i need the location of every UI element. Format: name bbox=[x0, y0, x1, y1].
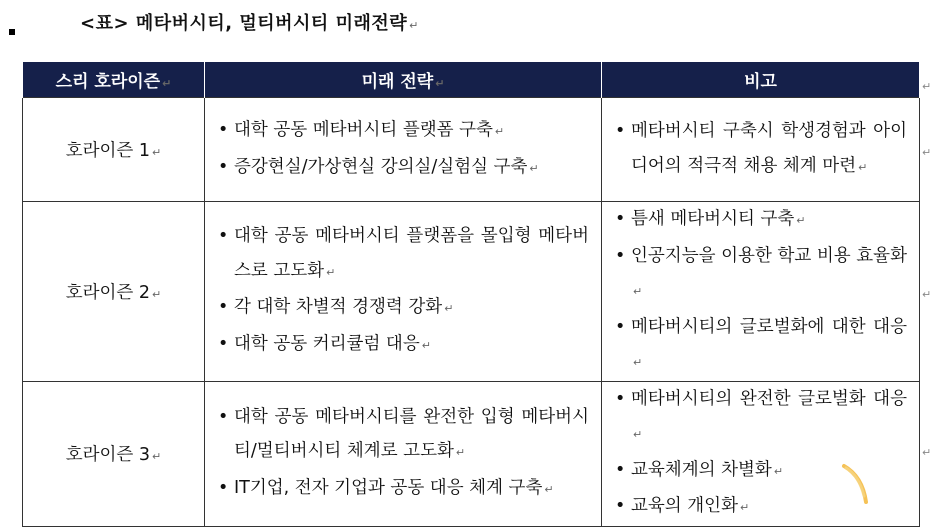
strategy-item: • 대학 공동 커리큘럼 대응 ↵ bbox=[218, 327, 589, 364]
strategy-cell bbox=[205, 381, 602, 526]
header-future-strategy: 미래 전략 ↵ bbox=[205, 62, 602, 98]
paragraph-mark-icon: ↵ bbox=[152, 450, 162, 463]
paragraph-mark-icon: ↵ bbox=[796, 214, 806, 227]
strategy-table bbox=[22, 62, 920, 527]
paragraph-mark-icon: ↵ bbox=[529, 161, 539, 175]
paragraph-mark-icon: ↵ bbox=[494, 125, 505, 138]
table-row bbox=[23, 381, 920, 526]
header-remarks: 비고 bbox=[602, 62, 920, 98]
paragraph-mark-icon: ↵ bbox=[922, 146, 931, 159]
paragraph-mark-icon: ↵ bbox=[858, 160, 868, 174]
notes-cell bbox=[602, 98, 920, 202]
paragraph-mark-icon: ↵ bbox=[152, 146, 162, 159]
strategy-item: • 각 대학 차별적 경쟁력 강화 ↵ bbox=[218, 290, 589, 327]
paragraph-mark-icon: ↵ bbox=[435, 77, 445, 90]
paragraph-mark-icon: ↵ bbox=[455, 446, 466, 460]
strategy-item: • 대학 공동 메타버시티 플랫폼을 몰입형 메타버스로 고도화 ↵ bbox=[218, 219, 589, 290]
strategy-item: • 증강현실/가상현실 강의실/실험실 구축 ↵ bbox=[218, 150, 589, 187]
note-item: • 메타버시티의 글로벌화에 대한 대응↵ bbox=[615, 310, 907, 381]
note-item: • 틈새 메타버시티 구축 ↵ bbox=[615, 202, 907, 239]
strategy-item: • 대학 공동 메타버시티 플랫폼 구축 ↵ bbox=[218, 113, 589, 150]
horizon-cell: 호라이즌 1 ↵ bbox=[23, 98, 205, 202]
paragraph-mark-icon: ↵ bbox=[922, 80, 931, 93]
paragraph-mark-icon: ↵ bbox=[326, 265, 336, 279]
paragraph-mark-icon: ↵ bbox=[740, 501, 750, 514]
horizon-cell: 호라이즌 3 ↵ bbox=[23, 381, 205, 526]
note-item: • 메타버시티 구축시 학생경험과 아이디어의 적극적 채용 체계 마련 ↵ bbox=[615, 114, 907, 185]
paragraph-mark-icon: ↵ bbox=[633, 428, 643, 441]
paragraph-mark-icon: ↵ bbox=[633, 356, 643, 369]
strategy-item: • IT기업, 전자 기업과 공동 대응 체계 구축 ↵ bbox=[218, 471, 589, 508]
paragraph-mark-icon: ↵ bbox=[162, 77, 172, 90]
note-item: • 교육체계의 차별화 ↵ bbox=[615, 453, 907, 490]
paragraph-mark-icon: ↵ bbox=[922, 288, 931, 301]
paragraph-mark-icon: ↵ bbox=[444, 302, 454, 316]
strategy-cell bbox=[205, 202, 602, 382]
table-row bbox=[23, 98, 920, 202]
paragraph-mark-icon: ↵ bbox=[633, 285, 643, 298]
note-item: • 교육의 개인화 ↵ bbox=[615, 489, 907, 526]
strategy-item: • 대학 공동 메타버시티를 완전한 입형 메타버시티/멀티버시티 체계로 고도화 ↵ bbox=[218, 400, 589, 471]
paragraph-mark-icon: ↵ bbox=[922, 446, 931, 459]
paragraph-mark-icon: ↵ bbox=[773, 464, 784, 478]
paragraph-mark-icon: ↵ bbox=[152, 287, 162, 301]
table-title-text: <표> 메타버시티, 멀티버시티 미래전략 bbox=[80, 13, 408, 34]
paragraph-mark-icon: ↵ bbox=[409, 19, 419, 32]
table-title bbox=[80, 9, 419, 35]
table-row bbox=[23, 202, 920, 382]
horizon-cell: 호라이즌 2 ↵ bbox=[23, 202, 205, 382]
strategy-cell bbox=[205, 98, 602, 202]
header-three-horizons: 스리 호라이즌 ↵ bbox=[23, 62, 205, 98]
heading-bullet bbox=[9, 29, 15, 35]
notes-cell bbox=[602, 202, 920, 382]
paragraph-mark-icon: ↵ bbox=[544, 482, 554, 496]
decorative-swoosh-icon bbox=[836, 462, 876, 506]
paragraph-mark-icon: ↵ bbox=[421, 338, 431, 352]
note-item: • 메타버시티의 완전한 글로벌화 대응↵ bbox=[615, 382, 907, 453]
note-item: • 인공지능을 이용한 학교 비용 효율화↵ bbox=[615, 239, 907, 310]
table-header-row bbox=[23, 62, 920, 98]
